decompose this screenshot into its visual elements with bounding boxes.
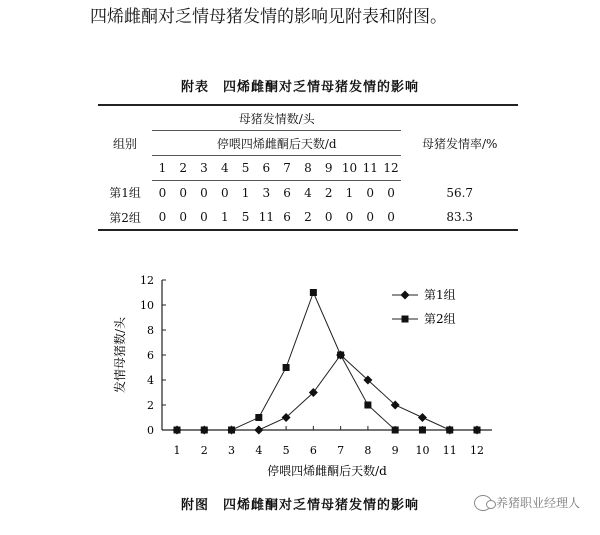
data-point-series-1 — [418, 413, 427, 422]
data-point-series-2 — [364, 402, 371, 409]
x-tick-label: 1 — [173, 444, 181, 457]
y-axis-label: 发情母猪数/头 — [113, 316, 127, 394]
data-point-series-2 — [310, 289, 317, 296]
count-cell: 6 — [283, 210, 291, 224]
series-line-1 — [177, 355, 477, 430]
x-tick-label: 12 — [470, 444, 484, 457]
count-cell: 2 — [324, 186, 333, 200]
x-tick-label: 2 — [200, 444, 208, 457]
count-cell: 0 — [345, 210, 354, 224]
rate-cell: 83.3 — [446, 210, 474, 224]
day-number-cell: 2 — [173, 156, 194, 181]
count-cell: 0 — [179, 186, 188, 200]
y-tick-label: 10 — [140, 299, 154, 312]
count-cell: 0 — [158, 210, 167, 224]
data-point-series-1 — [254, 426, 263, 435]
y-tick-label: 8 — [147, 324, 154, 337]
count-cell: 5 — [241, 210, 250, 224]
wechat-icon — [474, 495, 492, 511]
day-number-cell: 4 — [214, 156, 235, 181]
count-cell: 1 — [220, 210, 229, 224]
count-cell: 0 — [366, 210, 375, 224]
rate-cell: 56.7 — [446, 185, 474, 200]
rate-header: 母猪发情率/% — [421, 136, 498, 151]
data-point-series-2 — [337, 352, 344, 359]
day-number-cell: 5 — [235, 156, 256, 181]
y-tick-label: 2 — [147, 399, 154, 412]
data-point-series-2 — [283, 364, 290, 371]
estrus-table — [98, 104, 518, 231]
x-tick-label: 6 — [309, 444, 317, 457]
count-cell: 0 — [387, 210, 395, 224]
count-cell: 0 — [324, 210, 333, 224]
data-point-series-2 — [255, 414, 262, 421]
count-cell: 6 — [283, 186, 291, 200]
count-header: 母猪发情数/头 — [152, 105, 401, 131]
count-cell: 0 — [366, 186, 375, 200]
count-cell: 4 — [304, 186, 312, 200]
x-tick-label: 7 — [337, 444, 345, 457]
x-tick-label: 8 — [364, 444, 372, 457]
count-cell: 0 — [179, 210, 188, 224]
y-tick-label: 6 — [147, 349, 154, 362]
y-tick-label: 4 — [147, 374, 154, 387]
table-row — [98, 205, 518, 230]
estrus-line-chart — [0, 262, 600, 490]
day-number-cell: 12 — [381, 156, 402, 181]
count-cell: 0 — [220, 186, 229, 200]
watermark-text: 养猪职业经理人 — [495, 496, 580, 510]
table-row — [98, 181, 518, 206]
y-tick-label: 0 — [147, 424, 154, 437]
count-cell: 0 — [387, 186, 395, 200]
day-header: 停喂四烯雌酮后天数/d — [152, 131, 401, 156]
x-axis-label: 停喂四烯雌酮后天数/d — [267, 464, 387, 478]
day-number-cell: 11 — [360, 156, 381, 181]
count-cell: 0 — [200, 210, 208, 224]
data-point-series-2 — [174, 427, 181, 434]
x-tick-label: 5 — [282, 444, 290, 457]
count-cell: 1 — [345, 186, 354, 200]
data-point-series-2 — [419, 427, 426, 434]
intro-paragraph: 四烯雌酮对乏情母猪发情的影响见附表和附图。 — [90, 7, 447, 27]
data-point-series-2 — [228, 427, 235, 434]
data-point-series-2 — [201, 427, 208, 434]
legend-marker-1 — [401, 291, 410, 300]
legend-label-2: 第2组 — [424, 312, 456, 326]
legend-label-1: 第1组 — [424, 288, 456, 302]
count-cell: 1 — [241, 186, 250, 200]
day-number-cell: 6 — [256, 156, 277, 181]
table-title: 附表 四烯雌酮对乏情母猪发情的影响 — [180, 80, 419, 95]
group-header: 组别 — [113, 136, 138, 151]
y-tick-label: 12 — [140, 274, 154, 287]
x-tick-label: 4 — [255, 444, 263, 457]
day-number-cell: 3 — [194, 156, 215, 181]
watermark — [474, 494, 580, 511]
count-cell: 2 — [304, 210, 312, 224]
count-cell: 3 — [262, 186, 271, 200]
data-point-series-2 — [474, 427, 481, 434]
figure-caption: 附图 四烯雌酮对乏情母猪发情的影响 — [180, 498, 419, 513]
data-point-series-2 — [392, 427, 399, 434]
day-number-cell: 7 — [277, 156, 298, 181]
day-number-cell: 8 — [298, 156, 319, 181]
data-point-series-2 — [446, 427, 453, 434]
x-tick-label: 11 — [442, 444, 457, 457]
count-cell: 11 — [258, 210, 274, 224]
count-cell: 0 — [158, 186, 167, 200]
x-tick-label: 3 — [228, 444, 236, 457]
day-number-cell: 9 — [318, 156, 339, 181]
count-cell: 0 — [200, 186, 208, 200]
legend-marker-2 — [402, 316, 409, 323]
group-cell: 第2组 — [109, 210, 141, 225]
x-tick-label: 9 — [391, 444, 399, 457]
day-number-cell: 1 — [152, 156, 173, 181]
x-tick-label: 10 — [415, 444, 430, 457]
group-cell: 第1组 — [109, 186, 141, 201]
day-number-cell: 10 — [339, 156, 360, 181]
